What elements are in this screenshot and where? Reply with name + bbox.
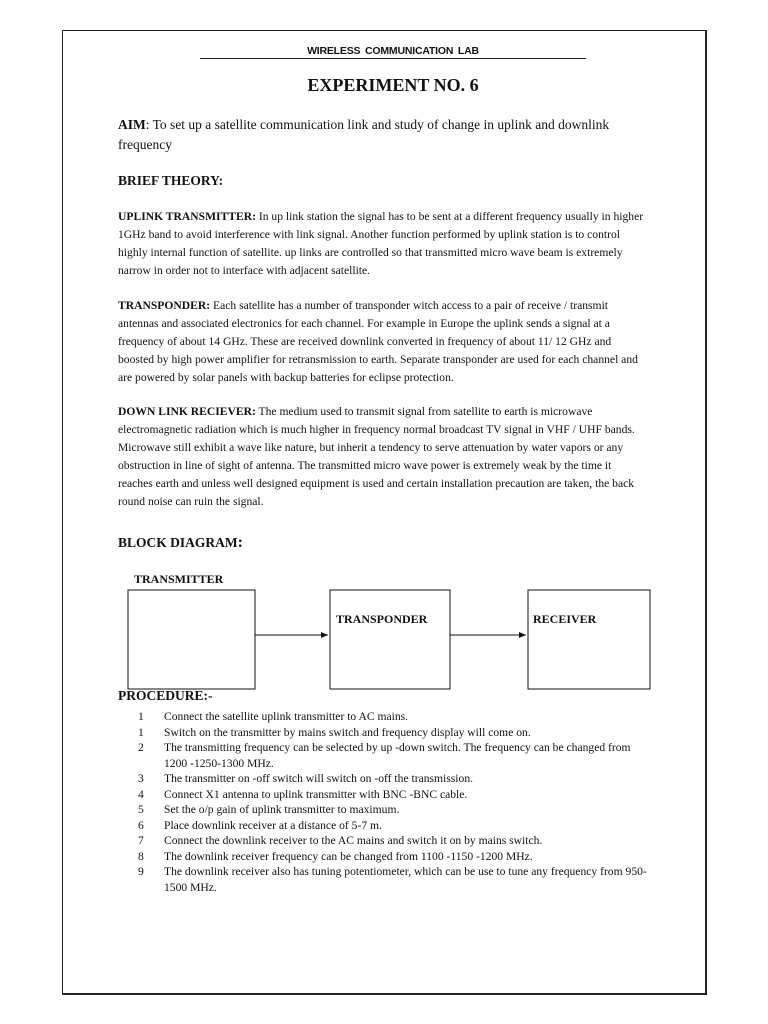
procedure-step (134, 771, 654, 787)
lab-header: WIRELESS COMMUNICATION LAB (307, 45, 479, 57)
procedure-step (134, 787, 654, 803)
step-number: 4 (138, 787, 144, 801)
step-text: The transmitter on -off switch will switch on -off the transmission. (164, 772, 474, 785)
block-diagram-heading (118, 534, 243, 552)
block-diagram-heading-text: BLOCK DIAGRAM (118, 535, 238, 550)
procedure-step (134, 740, 654, 771)
procedure-step (134, 833, 654, 849)
step-text: Connect X1 antenna to uplink transmitter with BNC -BNC cable. (164, 787, 468, 801)
downlink-label: DOWN LINK RECIEVER: (118, 405, 256, 418)
step-text: Place downlink receiver at a distance of 5-7 m. (164, 818, 382, 832)
procedure-step (134, 864, 654, 895)
transmitter-label: TRANSMITTER (134, 572, 224, 586)
procedure-step (134, 802, 654, 818)
downlink-text: The medium used to transmit signal from satellite to earth is microwave electromagnetic radiation which is much higher in frequency normal broadcast TV signal in VHF / UHF bands. Microwave still exhibit a wave like nature, but inherit a tendency to serve attenuation by water vapors or any obstruction in line of sight of antenna. The transmitted micro wave power is extremely weak by the time it reaches earth and unless well designed equipment is used and certain installation precaution are taken, the back round noise can ruin the signal. (118, 405, 635, 508)
uplink-paragraph (118, 208, 648, 280)
experiment-title: EXPERIMENT NO. 6 (307, 75, 479, 95)
aim-section (118, 115, 648, 155)
transponder-block-label: TRANSPONDER (336, 612, 428, 626)
step-number: 2 (138, 741, 144, 754)
procedure-step (134, 725, 654, 741)
procedure-step (134, 709, 654, 725)
downlink-paragraph (118, 403, 648, 511)
receiver-block-label: RECEIVER (533, 612, 597, 626)
procedure-heading: PROCEDURE:- (118, 688, 213, 703)
aim-label: AIM (118, 117, 146, 132)
uplink-label: UPLINK TRANSMITTER: (118, 210, 256, 223)
transponder-label: TRANSPONDER: (118, 299, 211, 312)
step-text: Connect the satellite uplink transmitter to AC mains. (164, 710, 409, 723)
step-text: The downlink receiver frequency can be changed from 1100 -1150 -1200 MHz. (164, 849, 533, 863)
step-text: The transmitting frequency can be selected by up -down switch. The frequency can be changed from 1200 -1250-1300 MHz. (164, 741, 631, 770)
header-rule (200, 58, 586, 59)
transponder-text: Each satellite has a number of transponder witch access to a pair of receive / transmit antennas and associated electronics for each channel. For example in Europe the uplink sends a signal at a frequency of about 14 GHz. These are received downlink converted in frequency of about 11/ 12 GHz and boosted by high power amplifier for retransmission to earth. Separate transponder are used for each channel and are powered by solar panels with backup batteries for eclipse protection. (118, 299, 638, 384)
step-number: 1 (138, 725, 144, 739)
step-number: 5 (138, 803, 144, 816)
procedure-step (134, 818, 654, 834)
procedure-step (134, 849, 654, 865)
uplink-text: In up link station the signal has to be sent at a different frequency usually in higher 1GHz band to avoid interference with link signal. Another function performed by uplink station is to control highly internal function of satellite. up links are controlled so that transmitted micro wave beam is extremely narrow in order not to interface with adjacent satellite. (118, 210, 644, 277)
step-text: The downlink receiver also has tuning potentiometer, which can be use to tune any frequency from 950- 1500 MHz. (164, 865, 647, 894)
block-diagram-heading-colon: : (237, 534, 243, 551)
step-number: 6 (138, 818, 144, 832)
aim-text: : To set up a satellite communication link and study of change in uplink and downlink frequency (118, 117, 610, 152)
transponder-paragraph (118, 297, 648, 387)
step-number: 3 (138, 772, 144, 785)
step-text: Connect the downlink receiver to the AC mains and switch it on by mains switch. (164, 834, 543, 847)
step-number: 7 (138, 834, 144, 847)
step-number: 9 (138, 865, 144, 878)
procedure-list (134, 709, 654, 895)
step-text: Set the o/p gain of uplink transmitter to maximum. (164, 803, 400, 816)
step-text: Switch on the transmitter by mains switch and frequency display will come on. (164, 725, 531, 739)
brief-theory-heading: BRIEF THEORY: (118, 173, 224, 188)
step-number: 1 (138, 710, 144, 723)
step-number: 8 (138, 849, 144, 863)
